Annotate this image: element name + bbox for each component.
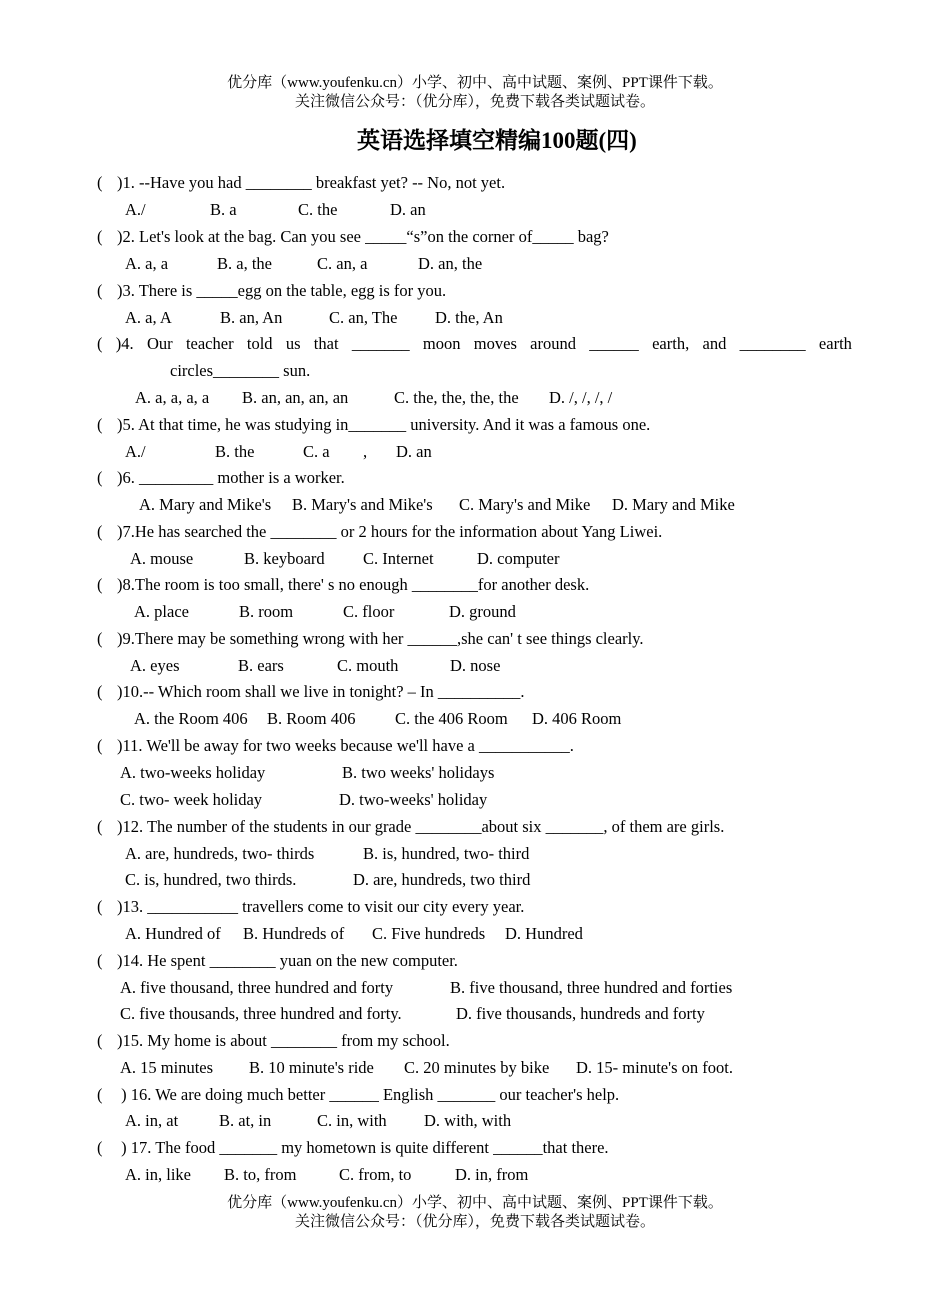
- question-16: [97, 1084, 857, 1106]
- question-4: [97, 333, 857, 355]
- stem-word: that: [313, 334, 339, 353]
- option-c: C. two- week holiday: [120, 790, 263, 809]
- option-a: A. a, a: [125, 254, 169, 273]
- question-12: [97, 816, 857, 838]
- option-d: D. 15- minute's on foot.: [576, 1058, 733, 1077]
- answer-bracket: (: [97, 1138, 103, 1157]
- footer-line-1: 优分库（www.youfenku.cn）小学、初中、高中试题、案例、PPT课件下载。: [227, 1195, 723, 1211]
- option-a: A. eyes: [130, 656, 180, 675]
- question-stem: )15. My home is about ________ from my school.: [117, 1031, 450, 1050]
- question-8: [97, 574, 857, 596]
- option-c: C. 20 minutes by bike: [404, 1058, 550, 1077]
- question-stem: )9.There may be something wrong with her ______,she can' t see things clearly.: [117, 629, 644, 648]
- option-c: C. an, a: [317, 254, 368, 273]
- question-stem: )10.-- Which room shall we live in tonight? – In __________.: [117, 682, 525, 701]
- option-b: B. is, hundred, two- third: [363, 844, 530, 863]
- question-stem: )3. There is _____egg on the table, egg is for you.: [117, 281, 447, 300]
- question-stem: )14. He spent ________ yuan on the new computer.: [117, 951, 458, 970]
- option-b: B. an, an, an, an: [242, 388, 349, 407]
- answer-bracket: (: [97, 415, 103, 434]
- option-b: B. Hundreds of: [243, 924, 345, 943]
- answer-bracket: (: [97, 736, 103, 755]
- option-d: D. an: [390, 200, 426, 219]
- option-a: A. two-weeks holiday: [120, 763, 266, 782]
- stem-word: teacher: [185, 334, 234, 353]
- option-d: D. Hundred: [505, 924, 583, 943]
- option-c: C. the, the, the, the: [394, 388, 519, 407]
- stem-word: Our: [146, 334, 173, 353]
- question-stem: )11. We'll be away for two weeks because we'll have a ___________.: [117, 736, 574, 755]
- option-c: C. the 406 Room: [395, 709, 508, 728]
- option-a: A./: [125, 442, 146, 461]
- option-b: B. room: [239, 602, 294, 621]
- option-b: B. five thousand, three hundred and forties: [450, 978, 733, 997]
- option-c: C. Mary's and Mike: [459, 495, 591, 514]
- header-line-2: 关注微信公众号：（优分库），免费下载各类试题试卷。: [294, 94, 655, 110]
- stem-word: earth: [818, 334, 852, 353]
- answer-bracket: (: [97, 334, 103, 353]
- answer-bracket: (: [97, 951, 103, 970]
- option-d: D. an, the: [418, 254, 483, 273]
- option-separator: ,: [363, 442, 368, 461]
- option-c: C. is, hundred, two thirds.: [125, 870, 297, 889]
- option-b: B. keyboard: [244, 549, 325, 568]
- option-b: B. the: [215, 442, 255, 461]
- stem-word: ______: [589, 334, 639, 353]
- stem-word: earth,: [652, 334, 690, 353]
- question-stem: ) 16. We are doing much better ______ English _______ our teacher's help.: [117, 1085, 620, 1104]
- option-b: B. ears: [238, 656, 284, 675]
- option-a: A. in, at: [125, 1111, 179, 1130]
- question-14: [97, 950, 857, 972]
- question-stem: )2. Let's look at the bag. Can you see _____“s”on the corner of_____ bag?: [117, 227, 609, 246]
- question-stem: )1. --Have you had ________ breakfast yet? -- No, not yet.: [117, 173, 506, 192]
- option-a: A. a, A: [125, 308, 172, 327]
- answer-bracket: (: [97, 522, 103, 541]
- option-a: A. Hundred of: [125, 924, 221, 943]
- option-d: D. in, from: [455, 1165, 529, 1184]
- option-c: C. Five hundreds: [372, 924, 486, 943]
- option-d: D. Mary and Mike: [612, 495, 735, 514]
- question-3: [97, 280, 857, 302]
- option-d: D. with, with: [424, 1111, 512, 1130]
- answer-bracket: (: [97, 227, 103, 246]
- stem-word: )4.: [115, 334, 134, 353]
- option-a: A. the Room 406: [134, 709, 248, 728]
- stem-word: _______: [351, 334, 410, 353]
- question-17: [97, 1137, 857, 1159]
- option-d: D. ground: [449, 602, 516, 621]
- answer-bracket: (: [97, 897, 103, 916]
- question-stem-continued: circles________ sun.: [170, 361, 311, 380]
- option-d: D. the, An: [435, 308, 503, 327]
- stem-word: and: [702, 334, 727, 353]
- option-c: C. an, The: [329, 308, 398, 327]
- option-a: A. mouse: [130, 549, 194, 568]
- question-stem: ) 17. The food _______ my hometown is quite different ______that there.: [117, 1138, 609, 1157]
- question-stem: )6. _________ mother is a worker.: [117, 468, 345, 487]
- option-c: C. in, with: [317, 1111, 387, 1130]
- option-c: C. a: [303, 442, 330, 461]
- option-a: A./: [125, 200, 146, 219]
- option-c: C. from, to: [339, 1165, 412, 1184]
- option-b: B. Room 406: [267, 709, 356, 728]
- question-13: [97, 896, 857, 918]
- question-1: [97, 172, 857, 194]
- option-b: B. a: [210, 200, 237, 219]
- question-stem: )13. ___________ travellers come to visit our city every year.: [117, 897, 525, 916]
- question-2: [97, 226, 857, 248]
- stem-word: moon: [422, 334, 461, 353]
- option-d: D. 406 Room: [532, 709, 622, 728]
- stem-word: moves: [473, 334, 517, 353]
- question-stem: )8.The room is too small, there' s no enough ________for another desk.: [117, 575, 590, 594]
- option-d: D. two-weeks' holiday: [339, 790, 488, 809]
- page-title: 英语选择填空精编100题(四): [357, 128, 637, 153]
- answer-bracket: (: [97, 682, 103, 701]
- option-a: A. a, a, a, a: [135, 388, 210, 407]
- stem-word: told: [246, 334, 273, 353]
- option-c: C. Internet: [363, 549, 434, 568]
- option-d: D. nose: [450, 656, 501, 675]
- question-9: [97, 628, 857, 650]
- answer-bracket: (: [97, 575, 103, 594]
- answer-bracket: (: [97, 281, 103, 300]
- header-line-1: 优分库（www.youfenku.cn）小学、初中、高中试题、案例、PPT课件下载。: [227, 75, 723, 91]
- answer-bracket: (: [97, 629, 103, 648]
- option-b: B. an, An: [220, 308, 283, 327]
- question-11: [97, 735, 857, 757]
- option-a: A. Mary and Mike's: [139, 495, 272, 514]
- question-stem: )5. At that time, he was studying in_______ university. And it was a famous one.: [117, 415, 651, 434]
- answer-bracket: (: [97, 1031, 103, 1050]
- option-a: A. 15 minutes: [120, 1058, 214, 1077]
- question-15: [97, 1030, 857, 1052]
- option-a: A. are, hundreds, two- thirds: [125, 844, 315, 863]
- answer-bracket: (: [97, 468, 103, 487]
- answer-bracket: (: [97, 1085, 103, 1104]
- option-a: A. five thousand, three hundred and forty: [120, 978, 394, 997]
- stem-word: around: [530, 334, 576, 353]
- option-a: A. place: [134, 602, 189, 621]
- option-d: D. are, hundreds, two third: [353, 870, 531, 889]
- footer-line-2: 关注微信公众号：（优分库），免费下载各类试题试卷。: [294, 1214, 655, 1230]
- option-d: D. computer: [477, 549, 560, 568]
- answer-bracket: (: [97, 173, 103, 192]
- option-a: A. in, like: [125, 1165, 191, 1184]
- option-c: C. the: [298, 200, 338, 219]
- option-b: B. to, from: [224, 1165, 297, 1184]
- option-c: C. floor: [343, 602, 395, 621]
- question-stem: )7.He has searched the ________ or 2 hours for the information about Yang Liwei.: [117, 522, 663, 541]
- option-d: D. an: [396, 442, 432, 461]
- option-b: B. a, the: [217, 254, 272, 273]
- option-c: C. mouth: [337, 656, 399, 675]
- stem-word: us: [285, 334, 301, 353]
- option-b: B. Mary's and Mike's: [292, 495, 433, 514]
- question-7: [97, 521, 857, 543]
- question-6: [97, 467, 857, 489]
- question-5: [97, 414, 857, 436]
- option-d: D. /, /, /, /: [549, 388, 613, 407]
- option-b: B. 10 minute's ride: [249, 1058, 374, 1077]
- stem-word: ________: [739, 334, 806, 353]
- option-d: D. five thousands, hundreds and forty: [456, 1004, 705, 1023]
- option-b: B. two weeks' holidays: [342, 763, 495, 782]
- question-stem: )12. The number of the students in our grade ________about six _______, of them are girls.: [117, 817, 725, 836]
- question-stem: [97, 333, 852, 355]
- option-c: C. five thousands, three hundred and forty.: [120, 1004, 402, 1023]
- option-b: B. at, in: [219, 1111, 272, 1130]
- answer-bracket: (: [97, 817, 103, 836]
- question-10: [97, 681, 857, 703]
